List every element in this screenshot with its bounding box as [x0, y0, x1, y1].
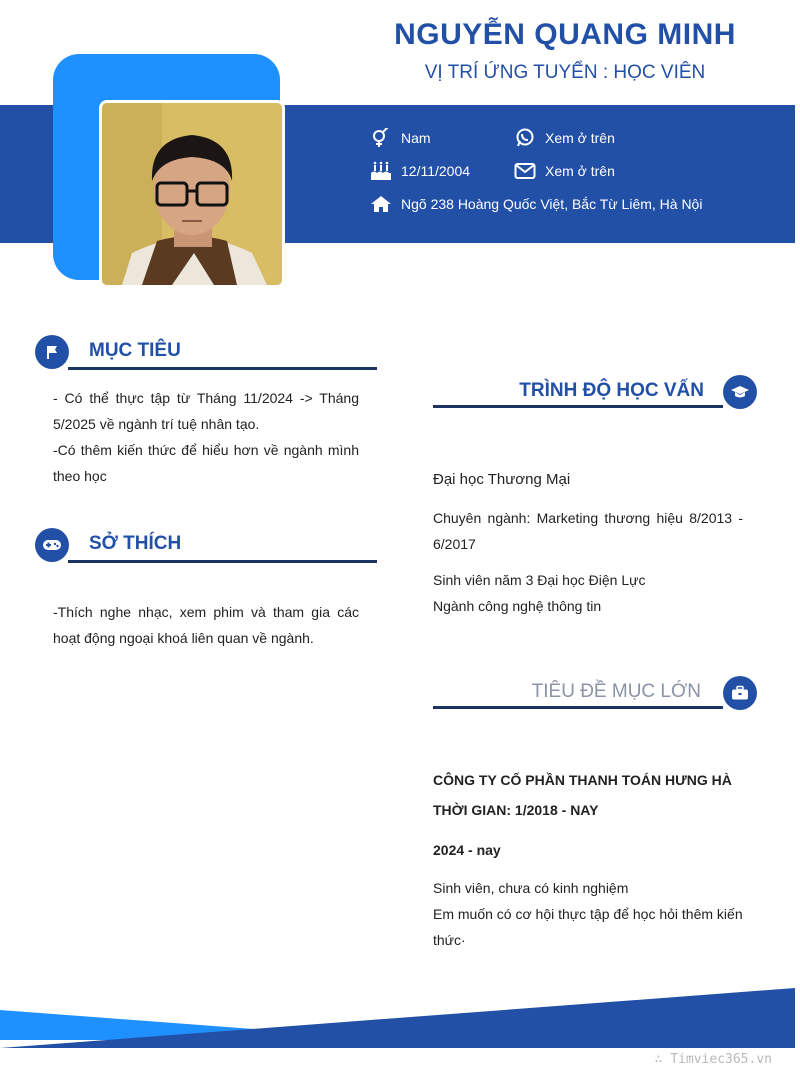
education-line-3: Sinh viên năm 3 Đại học Điện Lực — [433, 572, 646, 588]
experience-line-2: Em muốn có cơ hội thực tập để học hỏi thêm kiến thức· — [433, 906, 743, 948]
experience-line-1: Sinh viên, chưa có kinh nghiệm — [433, 880, 629, 896]
email-value: Xem ở trên — [545, 163, 615, 179]
graduation-cap-icon — [723, 375, 757, 409]
address-value: Ngõ 238 Hoàng Quốc Việt, Bắc Từ Liêm, Hà Nội — [401, 196, 703, 212]
home-icon — [370, 194, 392, 214]
experience-period: 2024 - nay — [433, 842, 501, 858]
candidate-name: NGUYỄN QUANG MINH — [394, 18, 736, 51]
experience-company: CÔNG TY CỐ PHẦN THANH TOÁN HƯNG HÀ — [433, 772, 732, 788]
avatar-frame — [24, 26, 308, 308]
avatar-photo — [99, 100, 285, 288]
whatsapp-icon — [514, 128, 536, 148]
education-school: Đại học Thương Mại — [433, 471, 571, 488]
hobbies-text: -Thích nghe nhạc, xem phim và tham gia các hoạt động ngoại khoá liên quan về ngành. — [53, 604, 359, 646]
gender-icon — [370, 128, 392, 148]
education-line-4: Ngành công nghệ thông tin — [433, 598, 602, 614]
hobbies-divider — [68, 560, 377, 563]
contact-phone — [514, 128, 615, 148]
birthday-value: 12/11/2004 — [401, 163, 471, 179]
contact-gender — [370, 128, 431, 148]
hobbies-title: SỞ THÍCH — [89, 533, 182, 554]
objective-text — [53, 385, 359, 489]
flag-icon — [35, 335, 69, 369]
gender-value: Nam — [401, 130, 431, 146]
education-details — [433, 567, 753, 619]
contact-birthday — [370, 161, 470, 181]
education-divider — [433, 405, 723, 408]
objective-divider — [68, 367, 377, 370]
experience-description — [433, 875, 753, 953]
briefcase-icon — [723, 676, 757, 710]
experience-divider — [433, 706, 723, 709]
contact-email — [514, 161, 615, 181]
objective-line-2: -Có thêm kiến thức để hiểu hơn về ngành mình theo học — [53, 442, 359, 484]
watermark: ∴ Timviec365.vn — [654, 1052, 772, 1067]
phone-value: Xem ở trên — [545, 130, 615, 146]
contact-address — [370, 194, 702, 214]
applied-position: VỊ TRÍ ỨNG TUYỂN : HỌC VIÊN — [424, 62, 706, 83]
experience-time: THỜI GIAN: 1/2018 - NAY — [433, 802, 599, 818]
objective-line-1: - Có thể thực tập từ Tháng 11/2024 -> Tháng 5/2025 về ngành trí tuệ nhân tạo. — [53, 390, 359, 432]
education-major: Chuyên ngành: Marketing thương hiệu 8/2013 - 6/2017 — [433, 510, 743, 552]
cake-icon — [370, 161, 392, 181]
email-icon — [514, 161, 536, 181]
gamepad-icon — [35, 528, 69, 562]
objective-title: MỤC TIÊU — [89, 340, 181, 361]
experience-title: TIÊU ĐỀ MỤC LỚN — [531, 681, 701, 702]
footer-decoration — [0, 985, 800, 1055]
education-title: TRÌNH ĐỘ HỌC VẤN — [519, 380, 704, 401]
